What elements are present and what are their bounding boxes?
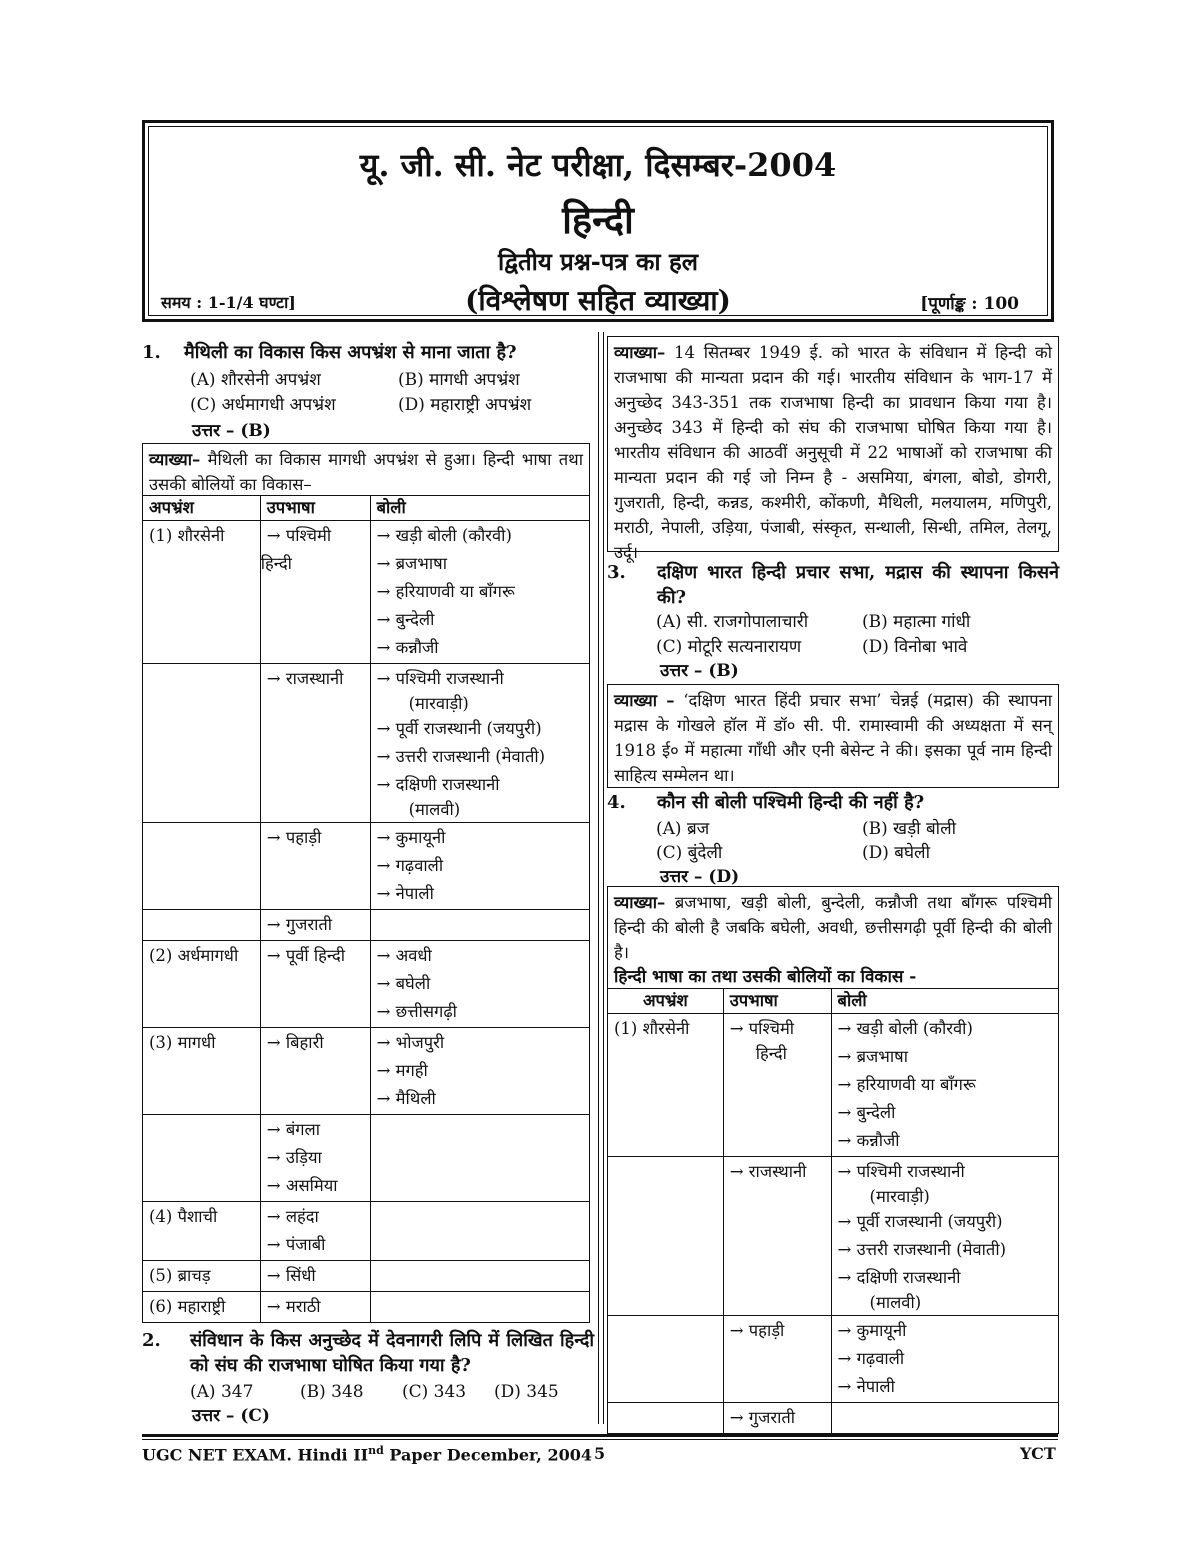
table-row xyxy=(608,1403,1059,1434)
explanation-label: व्याख्या – xyxy=(614,691,675,710)
table-cell: → भोजपुरी → मगही → मैथिली xyxy=(370,1028,589,1115)
table-row xyxy=(143,521,590,664)
column-divider xyxy=(603,332,604,1424)
answer: उत्तर – (D) xyxy=(660,867,740,887)
question-number: 1. xyxy=(142,342,161,363)
table-header: अपभ्रंश xyxy=(143,496,261,521)
table-header: बोली xyxy=(370,496,589,521)
table-cell: → कुमायूनी → गढ़वाली → नेपाली xyxy=(370,823,589,910)
option-d: (D) महाराष्ट्री अपभ्रंश xyxy=(398,395,532,415)
table-cell: → लहंदा → पंजाबी xyxy=(260,1202,370,1261)
marks-label: [पूर्णाङ्क : 100 xyxy=(920,294,1019,314)
table-row xyxy=(143,1115,590,1202)
page-number: 5 xyxy=(594,1444,606,1463)
option-d: (D) बघेली xyxy=(862,843,930,863)
question-2 xyxy=(142,1328,594,1378)
option-b: (B) खड़ी बोली xyxy=(862,819,957,839)
table-cell: → पश्चिमी राजस्थानी (मारवाड़ी) → पूर्वी राजस्थानी (जयपुरी) → उत्तरी राजस्थानी (मेवाती) → दक्षिणी राजस्थानी (मालवी) xyxy=(370,664,589,823)
table-cell: (2) अर्धमागधी xyxy=(143,941,261,1028)
table-cell: → खड़ी बोली (कौरवी) → ब्रजभाषा → हरियाणवी या बाँगरू → बुन्देली → कन्नौजी xyxy=(370,521,589,664)
table-cell: → खड़ी बोली (कौरवी) → ब्रजभाषा → हरियाणवी या बाँगरू → बुन्देली → कन्नौजी xyxy=(831,1014,1058,1157)
dialect-table-1 xyxy=(142,495,590,1323)
option-c: (C) 343 xyxy=(402,1382,467,1402)
option-d: (D) 345 xyxy=(494,1382,559,1402)
table-row xyxy=(143,941,590,1028)
table-cell: → पूर्वी हिन्दी xyxy=(260,941,370,1028)
table-cell xyxy=(143,664,261,823)
table-header: उपभाषा xyxy=(723,989,831,1014)
table-header-row xyxy=(608,989,1059,1014)
table-cell: → मराठी xyxy=(260,1292,370,1323)
table-row xyxy=(143,1261,590,1292)
table-cell: (3) मागधी xyxy=(143,1028,261,1115)
question-text: कौन सी बोली पश्चिमी हिन्दी की नहीं है? xyxy=(657,792,925,813)
table-cell: → कुमायूनी → गढ़वाली → नेपाली xyxy=(831,1316,1058,1403)
table-row xyxy=(143,823,590,910)
table-row xyxy=(608,1316,1059,1403)
answer: उत्तर – (B) xyxy=(660,661,739,681)
answer: उत्तर – (B) xyxy=(192,421,271,441)
table-row xyxy=(143,1028,590,1115)
option-a: (A) शौरसेनी अपभ्रंश xyxy=(190,370,321,390)
exam-title: यू. जी. सी. नेट परीक्षा, दिसम्बर-2004 xyxy=(359,146,837,184)
table-cell xyxy=(370,1202,589,1261)
footer-rule xyxy=(142,1439,1058,1440)
paper-title: द्वितीय प्रश्न-पत्र का हल xyxy=(497,247,699,276)
option-a: (A) ब्रज xyxy=(656,819,710,839)
table-cell: → बिहारी xyxy=(260,1028,370,1115)
table-cell xyxy=(370,1261,589,1292)
question-3 xyxy=(607,560,1059,610)
table-cell xyxy=(608,1316,724,1403)
explanation-label: व्याख्या– xyxy=(149,450,201,469)
table-row xyxy=(143,664,590,823)
option-b: (B) महात्मा गांधी xyxy=(862,612,971,632)
table-cell: (1) शौरसेनी xyxy=(143,521,261,664)
footer-left: UGC NET EXAM. Hindi IInd Paper December, 2004 xyxy=(142,1444,592,1465)
table-cell: (5) ब्राचड़ xyxy=(143,1261,261,1292)
table-cell: (4) पैशाची xyxy=(143,1202,261,1261)
explanation-text: ब्रजभाषा, खड़ी बोली, बुन्देली, कन्नौजी तथा बाँगरू पश्चिमी हिन्दी की बोली है जबकि बघेली, अवधी, छत्तीसगढ़ी पूर्वी हिन्दी की बोली है। xyxy=(614,893,1052,962)
table-header-row xyxy=(143,496,590,521)
table-cell: → पश्चिमी हिन्दी xyxy=(260,521,370,664)
option-a: (A) 347 xyxy=(190,1382,254,1402)
table-cell: → गुजराती xyxy=(260,910,370,941)
table-cell xyxy=(608,1157,724,1316)
analysis-title: (विश्लेषण सहित व्याख्या) xyxy=(465,284,731,317)
explanation-heading: हिन्दी भाषा का तथा उसकी बोलियों का विकास - xyxy=(614,967,917,987)
table-row xyxy=(143,1292,590,1323)
explanation-3 xyxy=(607,684,1059,788)
explanation-label: व्याख्या– xyxy=(614,343,666,362)
explanation-label: व्याख्या– xyxy=(614,893,666,912)
footer-rule xyxy=(142,1434,1058,1437)
option-b: (B) मागधी अपभ्रंश xyxy=(398,370,520,390)
table-header: उपभाषा xyxy=(260,496,370,521)
table-cell xyxy=(143,823,261,910)
question-text: संविधान के किस अनुच्छेद में देवनागरी लिपि में लिखित हिन्दी को संघ की राजभाषा घोषित किया गया है? xyxy=(190,1330,594,1376)
dialect-table-2 xyxy=(607,988,1059,1434)
option-c: (C) अर्धमागधी अपभ्रंश xyxy=(190,395,336,415)
table-cell: → गुजराती xyxy=(723,1403,831,1434)
question-text: दक्षिण भारत हिन्दी प्रचार सभा, मद्रास की स्थापना किसने की? xyxy=(657,562,1059,608)
option-d: (D) विनोबा भावे xyxy=(862,637,968,657)
header-box xyxy=(142,120,1054,322)
table-cell: → राजस्थानी xyxy=(260,664,370,823)
table-cell xyxy=(143,910,261,941)
table-row xyxy=(608,1014,1059,1157)
table-cell: → पहाड़ी xyxy=(723,1316,831,1403)
table-cell: → सिंधी xyxy=(260,1261,370,1292)
table-cell xyxy=(143,1115,261,1202)
table-cell: → राजस्थानी xyxy=(723,1157,831,1316)
table-cell xyxy=(370,1115,589,1202)
explanation-text: ‘दक्षिण भारत हिंदी प्रचार सभा’ चेन्नई (मद्रास) की स्थापना मद्रास के गोखले हॉल में डॉ० सी. पी. रामास्वामी की अध्यक्षता में सन् 1918 ई० में महात्मा गाँधी और एनी बेसेन्ट ने की। इसका पूर्व नाम हिन्दी साहित्य सम्मेलन था। xyxy=(614,691,1052,785)
table-cell: (1) शौरसेनी xyxy=(608,1014,724,1157)
explanation-text: 14 सितम्बर 1949 ई. को भारत के संविधान में हिन्दी को राजभाषा की मान्यता प्रदान की गई। भारतीय संविधान के भाग-17 में अनुच्छेद 343-351 तक राजभाषा हिन्दी का प्रावधान किया गया है। अनुच्छेद 343 में हिन्दी को संघ की राजभाषा घोषित किया गया है। भारतीय संविधान की आठवीं अनुसूची में 22 भाषाओं को राजभाषा की मान्यता प्रदान की गई जो निम्न है - असमिया, बंगला, बोडो, डोगरी, गुजराती, हिन्दी, कन्नड, कश्मीरी, कोंकणी, मैथिली, मलयालम, मणिपुरी, मराठी, नेपाली, उड़िया, पंजाबी, संस्कृत, सन्थाली, सिन्धी, तमिल, तेलगू, उर्दू। xyxy=(614,343,1052,562)
time-label: समय : 1-1/4 घण्टा] xyxy=(161,293,296,312)
question-number: 3. xyxy=(607,562,626,583)
footer-right: YCT xyxy=(1020,1444,1056,1463)
option-c: (C) मोटूरि सत्यनारायण xyxy=(656,637,802,657)
table-cell: (6) महाराष्ट्री xyxy=(143,1292,261,1323)
subject-title: हिन्दी xyxy=(562,197,634,242)
table-cell xyxy=(831,1403,1058,1434)
table-cell xyxy=(370,910,589,941)
table-cell xyxy=(608,1403,724,1434)
column-divider xyxy=(598,332,599,1424)
table-row xyxy=(608,1157,1059,1316)
option-b: (B) 348 xyxy=(300,1382,364,1402)
option-a: (A) सी. राजगोपालाचारी xyxy=(656,612,809,632)
explanation-2 xyxy=(607,336,1059,562)
table-header: बोली xyxy=(831,989,1058,1014)
explanation-text: मैथिली का विकास मागधी अपभ्रंश से हुआ। हिन्दी भाषा तथा उसकी बोलियों का विकास– xyxy=(149,450,583,494)
question-number: 2. xyxy=(142,1330,161,1351)
table-row xyxy=(143,910,590,941)
answer: उत्तर – (C) xyxy=(192,1406,270,1426)
table-cell: → अवधी → बघेली → छत्तीसगढ़ी xyxy=(370,941,589,1028)
question-number: 4. xyxy=(607,792,626,813)
table-header: अपभ्रंश xyxy=(608,989,724,1014)
table-cell xyxy=(370,1292,589,1323)
option-c: (C) बुंदेली xyxy=(656,843,723,863)
table-row xyxy=(143,1202,590,1261)
table-cell: → पश्चिमी राजस्थानी (मारवाड़ी) → पूर्वी राजस्थानी (जयपुरी) → उत्तरी राजस्थानी (मेवाती) → दक्षिणी राजस्थानी (मालवी) xyxy=(831,1157,1058,1316)
table-cell: → पश्चिमी हिन्दी xyxy=(723,1014,831,1157)
table-cell: → पहाड़ी xyxy=(260,823,370,910)
question-text: मैथिली का विकास किस अपभ्रंश से माना जाता है? xyxy=(184,342,517,363)
explanation-4 xyxy=(607,886,1059,988)
table-cell: → बंगला → उड़िया → असमिया xyxy=(260,1115,370,1202)
explanation-1 xyxy=(142,443,590,495)
